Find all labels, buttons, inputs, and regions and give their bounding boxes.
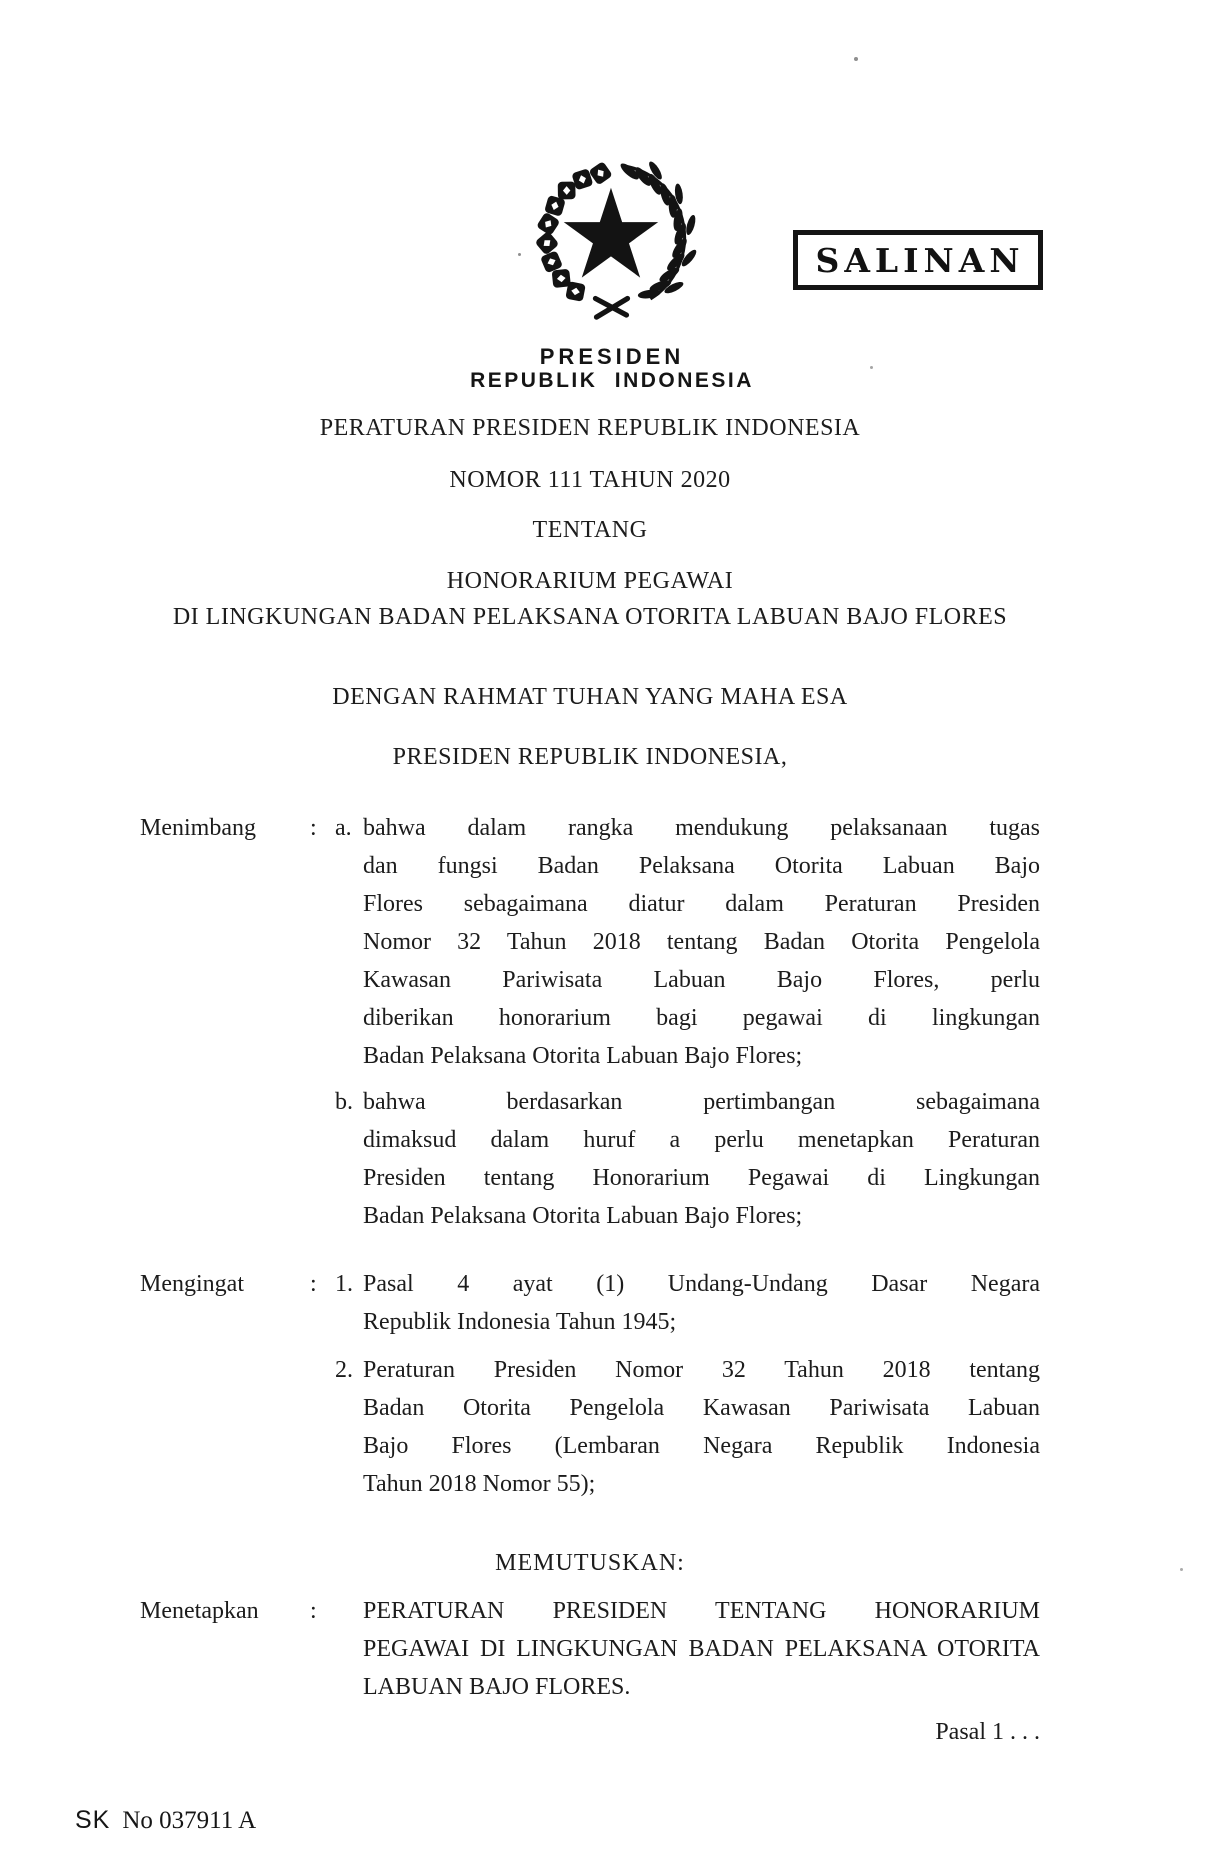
list-item [335,1351,1040,1503]
text-line: Peraturan Presiden Nomor 32 Tahun 2018 tentang [363,1357,1040,1383]
crossed-stems [595,298,627,317]
letterhead-republik-indonesia: REPUBLIK INDONESIA [470,369,754,392]
text-line: Bajo Flores (Lembaran Negara Republik Indonesia [363,1433,1040,1459]
item-marker: b. [335,1089,353,1115]
regulation-title-line: PERATURAN PRESIDEN REPUBLIK INDONESIA [319,415,861,441]
considerations-section [140,809,1040,1235]
star-wreath-emblem-icon [524,154,700,326]
letterhead-presiden: PRESIDEN [539,344,685,369]
text-line: bahwa berdasarkan pertimbangan sebagaimana [363,1089,1040,1115]
invocation-line: DENGAN RAHMAT TUHAN YANG MAHA ESA [332,684,848,710]
salinan-stamp-label: SALINAN [815,240,1025,280]
scan-speck [518,253,521,256]
scan-speck [854,57,858,61]
scan-speck [870,366,873,369]
section-label: Menimbang [140,815,256,841]
text-line: diberikan honorarium bagi pegawai di lingkungan [363,1005,1040,1031]
text-line: Badan Pelaksana Otorita Labuan Bajo Flores; [363,1043,803,1069]
scan-speck [1180,1568,1183,1571]
text-line: Kawasan Pariwisata Labuan Bajo Flores, perlu [363,967,1040,993]
legal-basis-section [140,1265,1040,1503]
section-colon: : [310,1598,317,1624]
presidential-emblem [524,154,700,326]
text-line: bahwa dalam rangka mendukung pelaksanaan tugas [363,815,1040,841]
text-line: LABUAN BAJO FLORES. [363,1674,631,1700]
regulation-number-line: NOMOR 111 TAHUN 2020 [449,467,731,493]
text-line: Republik Indonesia Tahun 1945; [363,1309,677,1335]
star-icon [564,188,658,278]
enactment-section [140,1592,1040,1706]
text-line: Tahun 2018 Nomor 55); [363,1471,596,1497]
tentang-line: TENTANG [532,517,648,543]
text-line: Flores sebagaimana diatur dalam Peraturan Presiden [363,891,1040,917]
item-marker: 2. [335,1357,353,1383]
sk-number: No 037911 A [122,1807,257,1834]
enactment-text [335,1592,1040,1706]
item-marker: 1. [335,1271,353,1297]
decision-heading: MEMUTUSKAN: [495,1550,685,1576]
list-item [335,1265,1040,1341]
section-colon: : [310,815,317,841]
enactment-items [335,1592,1040,1706]
section-label: Mengingat [140,1271,244,1297]
text-line: dimaksud dalam huruf a perlu menetapkan Peraturan [363,1127,1040,1153]
text-line: Pasal 4 ayat (1) Undang-Undang Dasar Negara [363,1271,1040,1297]
section-label: Menetapkan [140,1598,259,1624]
legal-basis-items [335,1265,1040,1503]
considerations-items [335,809,1040,1235]
text-line: dan fungsi Badan Pelaksana Otorita Labuan Bajo [363,853,1040,879]
sk-prefix: SK [75,1806,111,1834]
continuation-catchword: Pasal 1 . . . [935,1719,1040,1745]
text-line: Presiden tentang Honorarium Pegawai di Lingkungan [363,1165,1040,1191]
item-marker: a. [335,815,352,841]
subject-line-2: DI LINGKUNGAN BADAN PELAKSANA OTORITA LABUAN BAJO FLORES [172,604,1008,630]
list-item [335,809,1040,1075]
list-item [335,1083,1040,1235]
text-line: PERATURAN PRESIDEN TENTANG HONORARIUM [363,1598,1040,1624]
text-line: Badan Otorita Pengelola Kawasan Pariwisata Labuan [363,1395,1040,1421]
subject-line-1: HONORARIUM PEGAWAI [446,568,734,594]
text-line: Nomor 32 Tahun 2018 tentang Badan Otorita Pengelola [363,929,1040,955]
text-line: Badan Pelaksana Otorita Labuan Bajo Flores; [363,1203,803,1229]
sk-registration-number [75,1806,256,1835]
document-body [140,410,1040,1750]
salinan-copy-stamp [793,230,1043,290]
section-colon: : [310,1271,317,1297]
authority-line: PRESIDEN REPUBLIK INDONESIA, [392,744,788,770]
text-line: PEGAWAI DI LINGKUNGAN BADAN PELAKSANA OTORITA [363,1636,1040,1662]
letterhead [470,344,754,393]
